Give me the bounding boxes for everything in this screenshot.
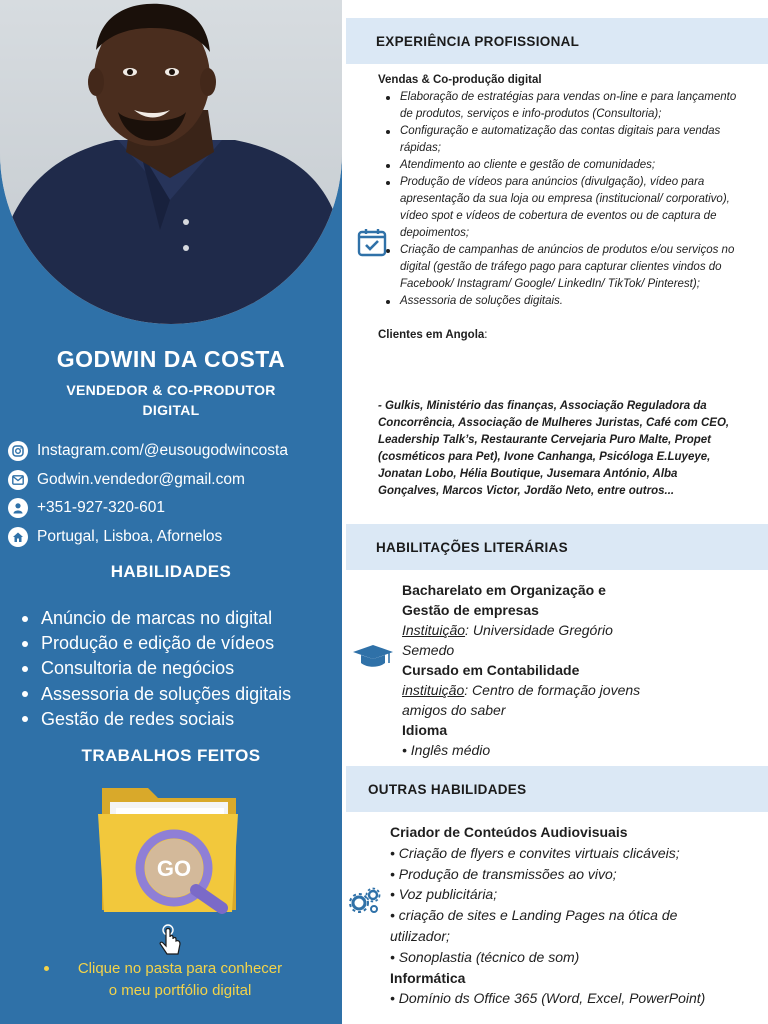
- experience-list: [378, 89, 740, 310]
- gears-icon: [348, 886, 382, 916]
- contact-address: [8, 523, 338, 552]
- contact-instagram[interactable]: [8, 437, 338, 466]
- works-title: TRABALHOS FEITOS: [81, 746, 261, 765]
- contact-text: Godwin.vendedor@gmail.com: [37, 470, 245, 488]
- degree-2: Cursado em Contabilidade: [402, 662, 580, 678]
- experience-title: EXPERIÊNCIA PROFISSIONAL: [346, 18, 768, 64]
- list-item: • criação de sites e Landing Pages na ótica de: [390, 907, 678, 924]
- experience-section: [378, 72, 740, 344]
- contact-phone[interactable]: [8, 494, 338, 523]
- skills-list: [22, 606, 291, 732]
- contact-text: Instagram.com/@eusougodwincosta: [37, 442, 288, 460]
- list-item: Produção de vídeos para anúncios (divulgação), vídeo para apresentação da sua loja ou empresa (institucional/ corporativo), vídeo spot e vídeos de cobertura de eventos ou de captura de depoimentos;: [378, 174, 740, 242]
- institution-2-value: Centro de formação jovens: [468, 682, 641, 698]
- job-title: Vendas & Co-produção digital: [378, 74, 542, 86]
- language-value: • Inglês médio: [402, 742, 491, 758]
- portfolio-folder-icon[interactable]: [96, 784, 261, 914]
- skills-title: HABILIDADES: [110, 562, 232, 581]
- list-item: utilizador;: [390, 927, 450, 944]
- institution-1-label: Instituição: [402, 622, 466, 638]
- person-illustration: [0, 0, 342, 324]
- other-skills-section: [390, 822, 760, 1009]
- list-item: Assessoria de soluções digitais.: [378, 293, 740, 310]
- group-1-title: Criador de Conteúdos Audiovisuais: [390, 824, 628, 840]
- contact-text: Portugal, Lisboa, Afornelos: [37, 527, 223, 545]
- portfolio-logo-text: GO: [156, 856, 192, 881]
- list-item: • Sonoplastia (técnico de som): [390, 948, 580, 965]
- education-title: HABILITAÇÕES LITERÁRIAS: [346, 524, 768, 570]
- profile-name: GODWIN DA COSTA: [56, 346, 286, 372]
- pointer-hand-icon: [158, 924, 184, 958]
- mail-icon: [8, 470, 28, 490]
- profile-role: VENDEDOR & CO-PRODUTOR DIGITAL: [66, 382, 276, 418]
- left-panel: [0, 0, 342, 1024]
- contact-email[interactable]: [8, 466, 338, 495]
- clients-list: - Gulkis, Ministério das finanças, Associação Reguladora da Concorrência, Associação de Mulheres Juristas, Café com CEO, Leadership Talk’s, Restaurante Cervejaria Puro Malte, Propet (cosméticos para Pet), Ivone Canhanga, Psicóloga E.Luyeye, Jonatan Lobo, Hélia Boutique, Jusemara António, Alba Gonçalves, Marcos Victor, Jordão Neto, entre outros...: [378, 400, 730, 497]
- degree-1-line-1: Bacharelato em Organização e: [402, 582, 606, 598]
- language-title: Idioma: [402, 722, 448, 738]
- list-item: Criação de campanhas de anúncios de produtos e/ou serviços no digital (gestão de tráfego pago para capturar clientes vindos do Facebook/ Instagram/ Google/ LinkedIn/ TikTok/ Pinterest);: [378, 242, 740, 293]
- institution-2-label: instituição: [402, 682, 465, 698]
- education-section: Bacharelato em Organização e Gestão de empresas Instituição: Universidade Gregório Semedo Cursado em Contabilidade instituição: Centro de formação jovens amigos do saber Idioma • Inglês médio: [402, 580, 732, 760]
- portfolio-line-1: Clique no pasta para conhecer: [77, 960, 283, 977]
- portfolio-line-2: o meu portfólio digital: [108, 982, 252, 999]
- profile-photo: [0, 0, 342, 324]
- group-2-title: Informática: [390, 969, 466, 986]
- institution-2-value-2: amigos do saber: [402, 702, 506, 718]
- other-skills-title: OUTRAS HABILIDADES: [346, 766, 768, 812]
- instagram-icon: [8, 441, 28, 461]
- list-item: Configuração e automatização das contas digitais para vendas rápidas;: [378, 123, 740, 157]
- list-item: Gestão de redes sociais: [22, 707, 291, 732]
- list-item: • Criação de flyers e convites virtuais clicáveis;: [390, 844, 680, 861]
- user-icon: [8, 498, 28, 518]
- institution-1-value: Universidade Gregório: [468, 622, 613, 638]
- graduation-cap-icon: [352, 644, 394, 670]
- list-item: Elaboração de estratégias para vendas on-line e para lançamento de produtos, serviços e info-produtos (Consultoria);: [378, 89, 740, 123]
- degree-1-line-2: Gestão de empresas: [402, 602, 539, 618]
- portfolio-link[interactable]: [40, 958, 320, 1002]
- list-item: Assessoria de soluções digitais: [22, 682, 291, 707]
- list-item: • Voz publicitária;: [390, 886, 498, 903]
- list-item: Consultoria de negócios: [22, 656, 291, 681]
- list-item: Produção e edição de vídeos: [22, 631, 291, 656]
- contact-text: +351-927-320-601: [37, 499, 165, 517]
- list-item: • Domínio ds Office 365 (Word, Excel, PowerPoint): [390, 990, 706, 1007]
- list-item: • Produção de transmissões ao vivo;: [390, 865, 617, 882]
- list-item: Atendimento ao cliente e gestão de comunidades;: [378, 157, 740, 174]
- institution-1-value-2: Semedo: [402, 642, 455, 658]
- home-icon: [8, 527, 28, 547]
- clients-label: Clientes em Angola: [378, 329, 485, 341]
- clients-colon: :: [484, 329, 488, 341]
- store-check-icon: [356, 226, 388, 258]
- contact-list: [8, 437, 338, 551]
- list-item: Anúncio de marcas no digital: [22, 606, 291, 631]
